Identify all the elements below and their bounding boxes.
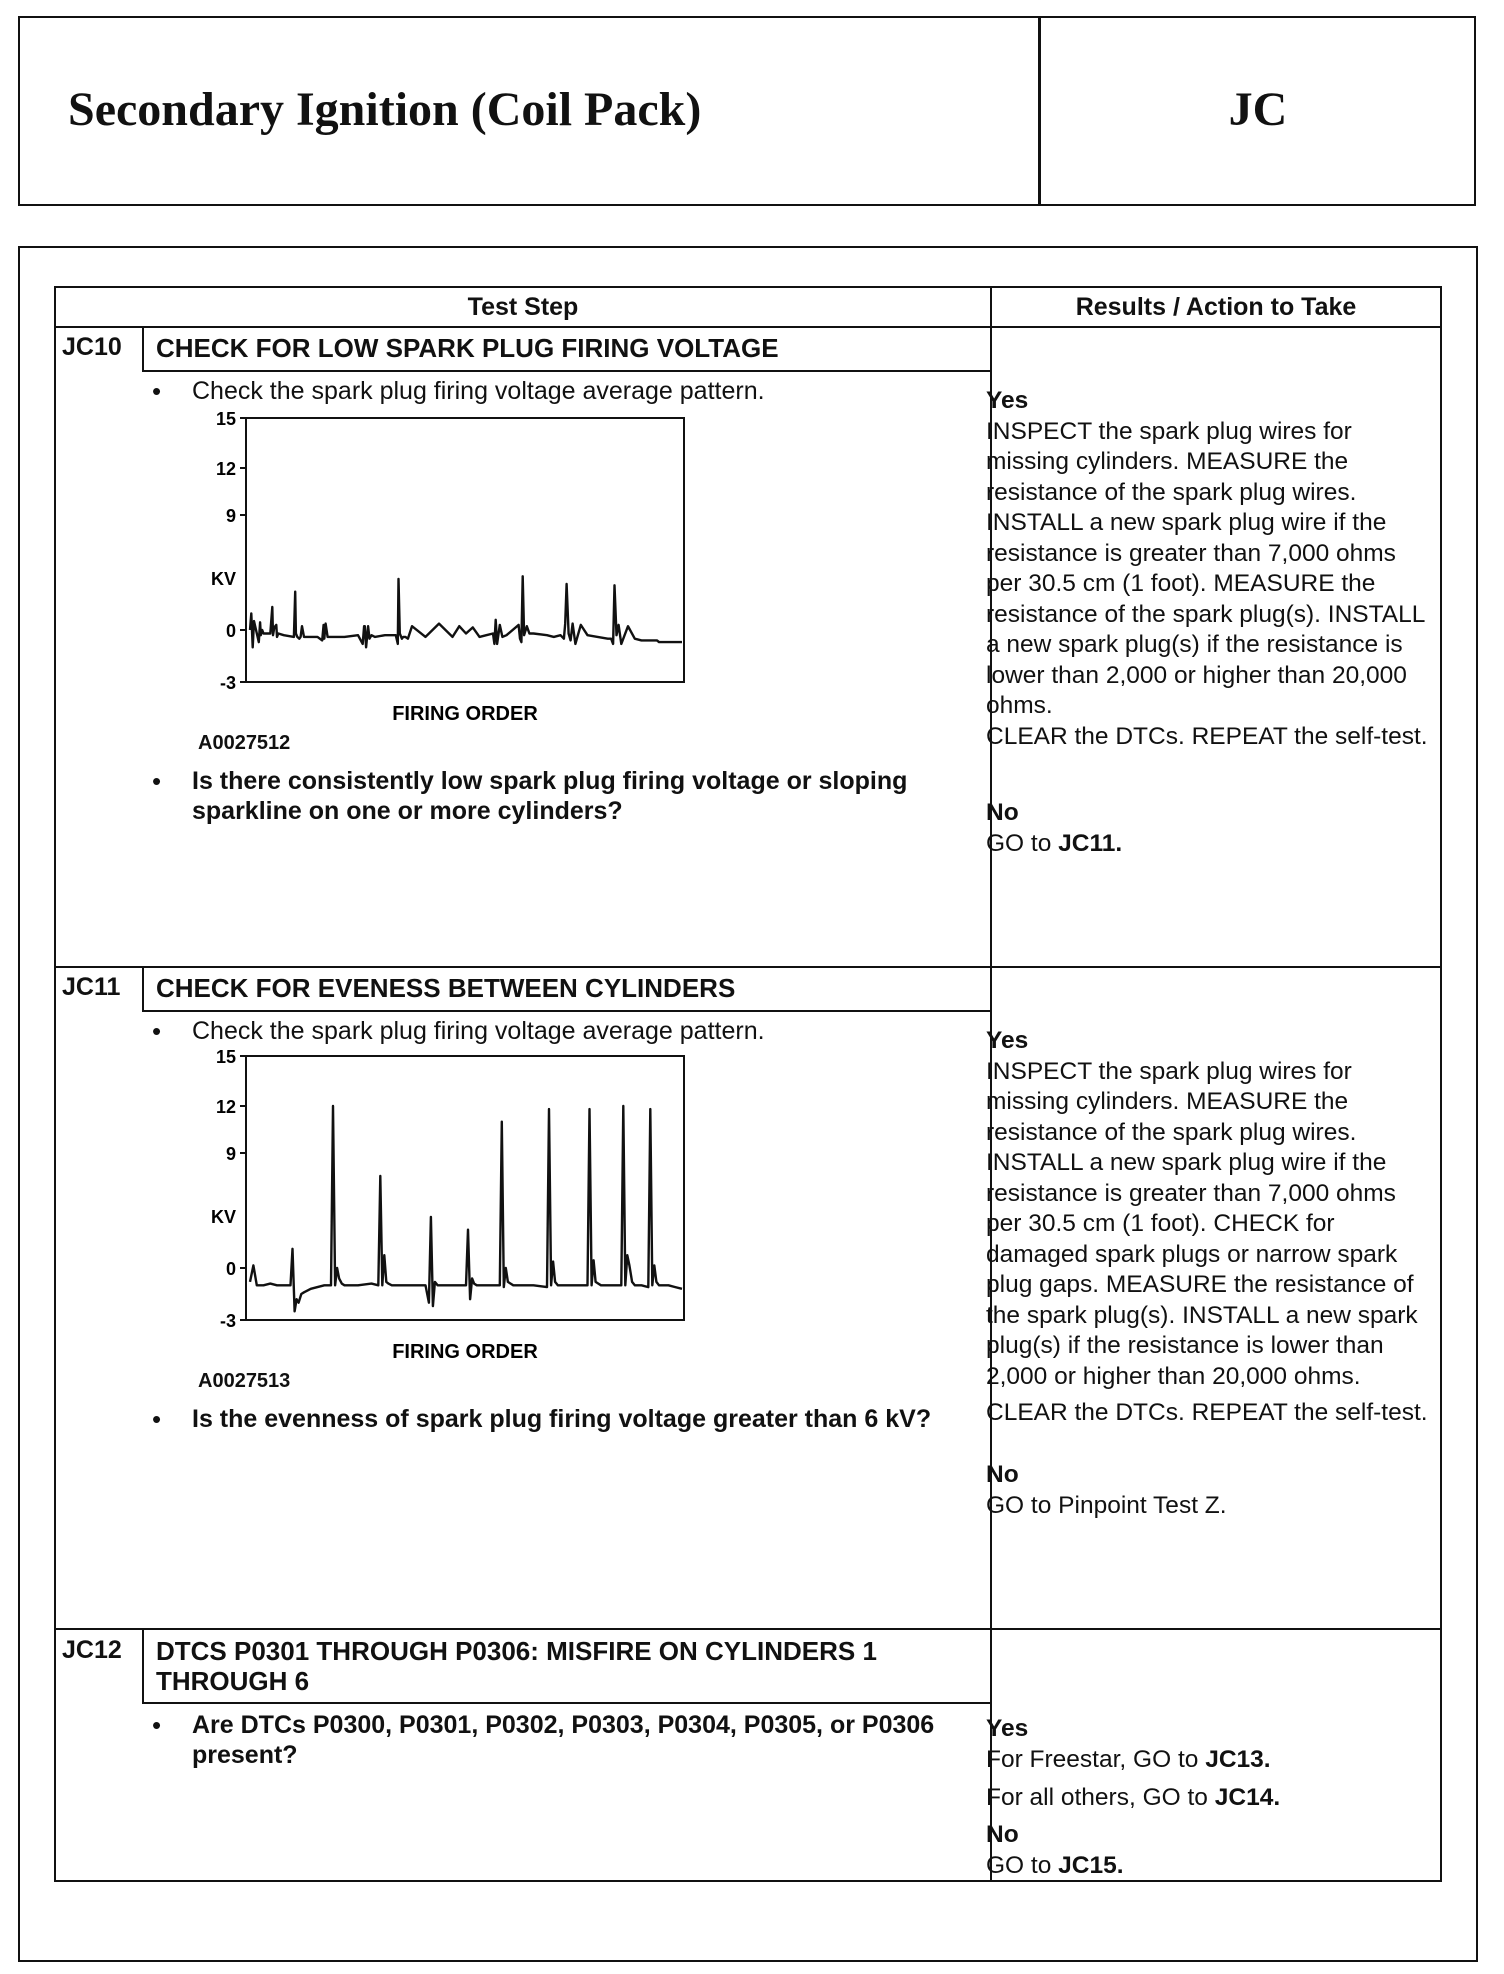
step-instruction-jc11: Check the spark plug firing voltage average pattern. [192,1017,765,1045]
yes-action-text: INSPECT the spark plug wires for missing cylinders. MEASURE the resistance of the spark plug wires. INSTALL a new spark plug wire if the resistance is greater than 7,000 ohms per 30.5 cm (1 foot). MEASURE the resistance of the spark plug(s). INSTALL a new spark plug(s) if the resistance is lower than 2,000 or higher than 20,000 ohms. [986,417,1425,719]
y-tick-label: 0 [225,1259,236,1279]
header-row-divider [56,326,1440,328]
y-tick-label: 9 [225,1144,236,1164]
yes-action-prefix: For Freestar, GO to [986,1745,1199,1773]
step-id-divider [142,966,144,1010]
y-tick-label: -3 [219,673,236,693]
step-question-jc10: Is there consistently low spark plug firing voltage or sloping sparkline on one or more cylinders? [192,767,908,825]
y-tick-label: -3 [219,1311,236,1331]
bullet: • [152,766,162,796]
figure-id-jc11: A0027513 [198,1370,291,1392]
yes-action-target: JC13. [1205,1745,1271,1773]
no-label: No [986,1461,1019,1488]
yes-action-prefix: For all others, GO to [986,1784,1208,1811]
bullet: • [152,1016,162,1046]
no-label: No [986,799,1019,826]
yes-action-target: JC14. [1214,1784,1281,1811]
page-title: Secondary Ignition (Coil Pack) [68,83,702,136]
no-action-text: GO to Pinpoint Test Z. [986,1491,1227,1519]
step-question-jc11: Is the evenness of spark plug firing voltage greater than 6 kV? [192,1405,932,1433]
step-title-jc12: DTCS P0301 THROUGH P0306: MISFIRE ON CYLINDERS 1 THROUGH 6 [156,1636,877,1696]
no-label: No [986,1821,1019,1848]
content-frame [18,246,1478,1962]
step-id-jc10: JC10 [62,333,122,361]
row-divider [56,1628,1440,1630]
column-header-results: Results / Action to Take [1075,293,1357,321]
no-action-target: JC11. [1058,829,1123,857]
result-yes-jc12 [986,1714,1436,1814]
step-title-jc11: CHECK FOR EVENESS BETWEEN CYLINDERS [156,973,736,1003]
test-step-table [54,286,1442,1882]
result-no-jc11 [986,1460,1436,1521]
x-axis-label: FIRING ORDER [392,1341,538,1363]
y-axis-label: KV [210,569,236,589]
yes-action-text-2: CLEAR the DTCs. REPEAT the self-test. [986,722,1428,750]
firing-voltage-series-line [250,1106,682,1311]
yes-label: Yes [986,1715,1029,1742]
step-title-underline [142,1702,990,1704]
row-divider [56,966,1440,968]
step-title-underline [142,1010,990,1012]
step-instruction-jc10: Check the spark plug firing voltage average pattern. [192,377,765,405]
bullet: • [152,376,162,406]
no-action-prefix: GO to [986,1851,1052,1879]
step-id-jc12: JC12 [62,1636,122,1664]
y-tick-label: 0 [225,621,236,641]
step-question-jc12: Are DTCs P0300, P0301, P0302, P0303, P0304, P0305, or P0306 present? [192,1711,935,1769]
x-axis-label: FIRING ORDER [392,703,538,725]
y-axis-label: KV [210,1207,236,1227]
y-tick-label: 9 [225,506,236,526]
yes-label: Yes [986,387,1029,414]
step-id-divider [142,1628,144,1702]
yes-action-text-2: CLEAR the DTCs. REPEAT the self-test. [986,1399,1428,1426]
step-id-jc11: JC11 [62,973,121,1001]
y-tick-label: 12 [215,1097,236,1117]
yes-label: Yes [986,1027,1029,1054]
page-header [18,16,1476,206]
result-yes-jc10 [986,386,1436,752]
step-id-divider [142,326,144,370]
chart-plot-frame [246,418,684,682]
figure-id-jc10: A0027512 [198,732,291,754]
firing-voltage-chart-jc10 [146,410,686,730]
column-header-test-step: Test Step [467,293,579,321]
no-action-target: JC15. [1058,1851,1124,1879]
firing-voltage-chart-jc11 [146,1048,686,1368]
yes-action-text: INSPECT the spark plug wires for missing cylinders. MEASURE the resistance of the spark plug wires. INSTALL a new spark plug wire if the resistance is greater than 7,000 ohms per 30.5 cm (1 foot). CHECK for damaged spark plugs or narrow spark plug gaps. MEASURE the resistance of the spark plug(s). INSTALL a new spark plug(s) if the resistance is lower than 2,000 or higher than 20,000 ohms. [986,1057,1418,1390]
result-no-jc10 [986,798,1436,859]
section-code: JC [1228,83,1288,136]
bullet: • [152,1710,162,1740]
firing-voltage-series-line [250,576,682,647]
bullet: • [152,1404,162,1434]
y-tick-label: 12 [215,459,236,479]
result-no-jc12 [986,1820,1436,1881]
step-title-underline [142,370,990,372]
step-title-jc10: CHECK FOR LOW SPARK PLUG FIRING VOLTAGE [156,333,779,363]
y-tick-label: 15 [215,410,236,429]
y-tick-label: 15 [215,1048,236,1067]
result-yes-jc11 [986,1026,1436,1429]
no-action-prefix: GO to [986,829,1052,857]
